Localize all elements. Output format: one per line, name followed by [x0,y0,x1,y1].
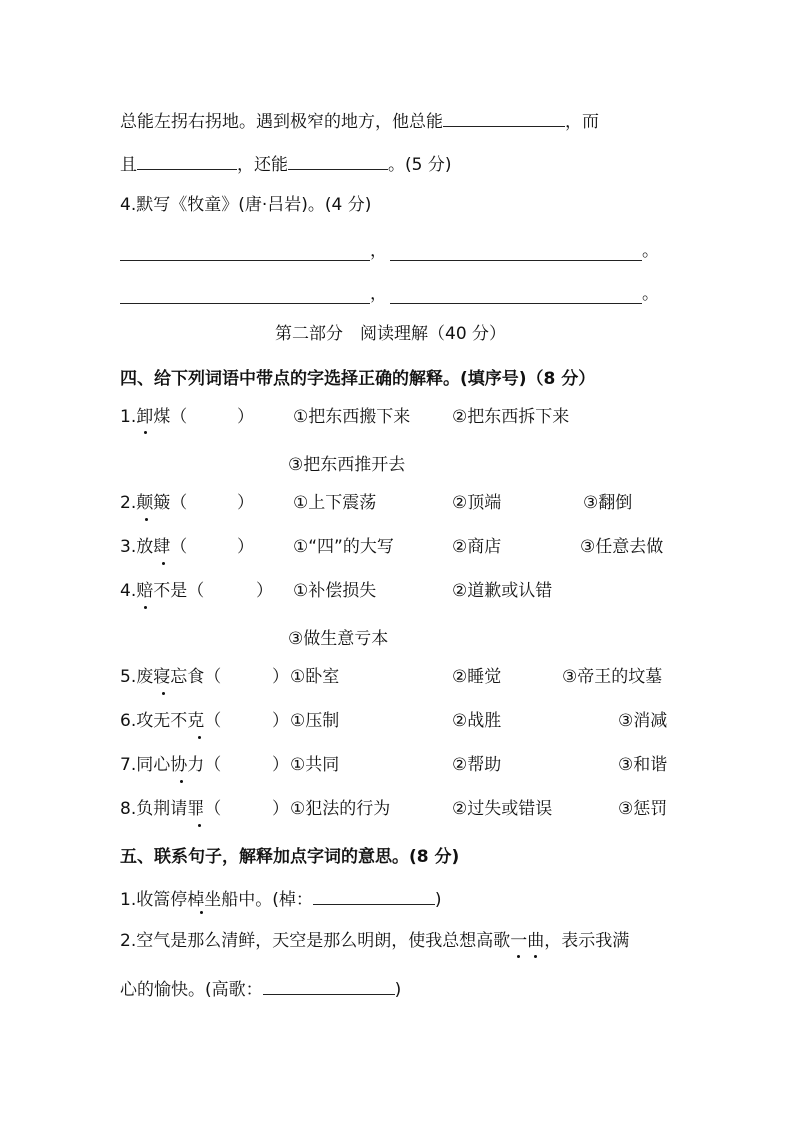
option: ③消减 [618,711,668,731]
answer-paren[interactable]: ） [237,537,254,557]
vocab-item: 6.攻无不克（ [120,711,222,731]
explain-question-2-line2 [120,976,401,1001]
sentence-text: 。(5 分) [388,155,452,175]
emphasis-dot [200,911,203,914]
option: ③做生意亏本 [288,629,389,649]
poem-answer-line[interactable] [120,303,370,304]
option: ①上下震荡 [293,493,377,513]
emphasis-dot [180,780,183,783]
close-paren: ) [394,980,402,1000]
answer-blank[interactable] [313,886,435,905]
answer-blank[interactable] [263,976,395,995]
fill-blank-line-1 [120,108,599,133]
answer-paren[interactable]: ） [237,493,254,513]
option: ②帮助 [452,755,502,775]
sentence-text: 总能左拐右拐地。遇到极窄的地方，他总能 [120,112,443,132]
answer-paren[interactable]: ） [272,755,289,775]
option: ②过失或错误 [452,799,553,819]
period: 。 [642,284,659,304]
emphasis-dot [198,736,201,739]
option: ②睡觉 [452,667,502,687]
option: ①补偿损失 [293,581,377,601]
close-paren: ) [434,890,442,910]
vocab-item: 7.同心协力（ [120,755,222,775]
answer-paren[interactable]: ） [272,799,289,819]
emphasis-dot [162,692,165,695]
emphasis-dot [198,824,201,827]
period: 。 [642,241,659,261]
vocab-item: 1.卸煤（ [120,407,188,427]
emphasis-dot [144,431,147,434]
option: ③和谐 [618,755,668,775]
poem-answer-line[interactable] [390,303,642,304]
vocab-item: 8.负荆请罪（ [120,799,222,819]
emphasis-dot [145,518,148,521]
comma: ， [370,241,387,261]
answer-blank[interactable] [443,108,565,127]
option: ③翻倒 [583,493,633,513]
option: ③帝王的坟墓 [562,667,663,687]
answer-paren[interactable]: ） [237,407,254,427]
question-4: 4.默写《牧童》(唐·吕岩)。(4 分) [120,195,372,215]
question-text: 1.收篙停棹坐船中。(棹： [120,890,313,910]
sentence-text: 且 [120,155,137,175]
answer-paren[interactable]: ） [272,667,289,687]
option: ②商店 [452,537,502,557]
option: ③把东西推开去 [288,455,406,475]
vocab-item: 4.赔不是（ [120,581,205,601]
poem-answer-line[interactable] [120,260,370,261]
answer-paren[interactable]: ） [256,581,273,601]
vocab-item: 3.放肆（ [120,537,188,557]
emphasis-dot [144,606,147,609]
option: ①“四”的大写 [293,537,394,557]
option: ①把东西搬下来 [293,407,411,427]
emphasis-dot [534,955,537,958]
question-text: 心的愉快。(高歌： [120,980,263,1000]
option: ③惩罚 [618,799,668,819]
option: ③任意去做 [580,537,664,557]
section-heading: 五、联系句子，解释加点字词的意思。(8 分) [120,847,460,867]
poem-answer-line[interactable] [390,260,642,261]
vocab-item: 5.废寝忘食（ [120,667,222,687]
explain-question-1 [120,886,442,911]
vocab-item: 2.颠簸（ [120,493,188,513]
option: ②道歉或认错 [452,581,553,601]
answer-blank[interactable] [288,151,388,170]
part-title: 第二部分 阅读理解（40 分） [275,324,507,344]
option: ①卧室 [290,667,340,687]
option: ②顶端 [452,493,502,513]
option: ①压制 [290,711,340,731]
sentence-text: ，还能 [237,155,288,175]
explain-question-2-line1: 2.空气是那么清鲜，天空是那么明朗，使我总想高歌一曲，表示我满 [120,931,630,951]
section-heading: 四、给下列词语中带点的字选择正确的解释。(填序号)（8 分） [120,369,596,389]
emphasis-dot [162,562,165,565]
option: ①犯法的行为 [290,799,391,819]
emphasis-dot [517,955,520,958]
comma: ， [370,284,387,304]
option: ①共同 [290,755,340,775]
sentence-text: ，而 [565,112,599,132]
option: ②战胜 [452,711,502,731]
option: ②把东西拆下来 [452,407,570,427]
answer-blank[interactable] [137,151,237,170]
answer-paren[interactable]: ） [272,711,289,731]
fill-blank-line-2 [120,151,451,176]
